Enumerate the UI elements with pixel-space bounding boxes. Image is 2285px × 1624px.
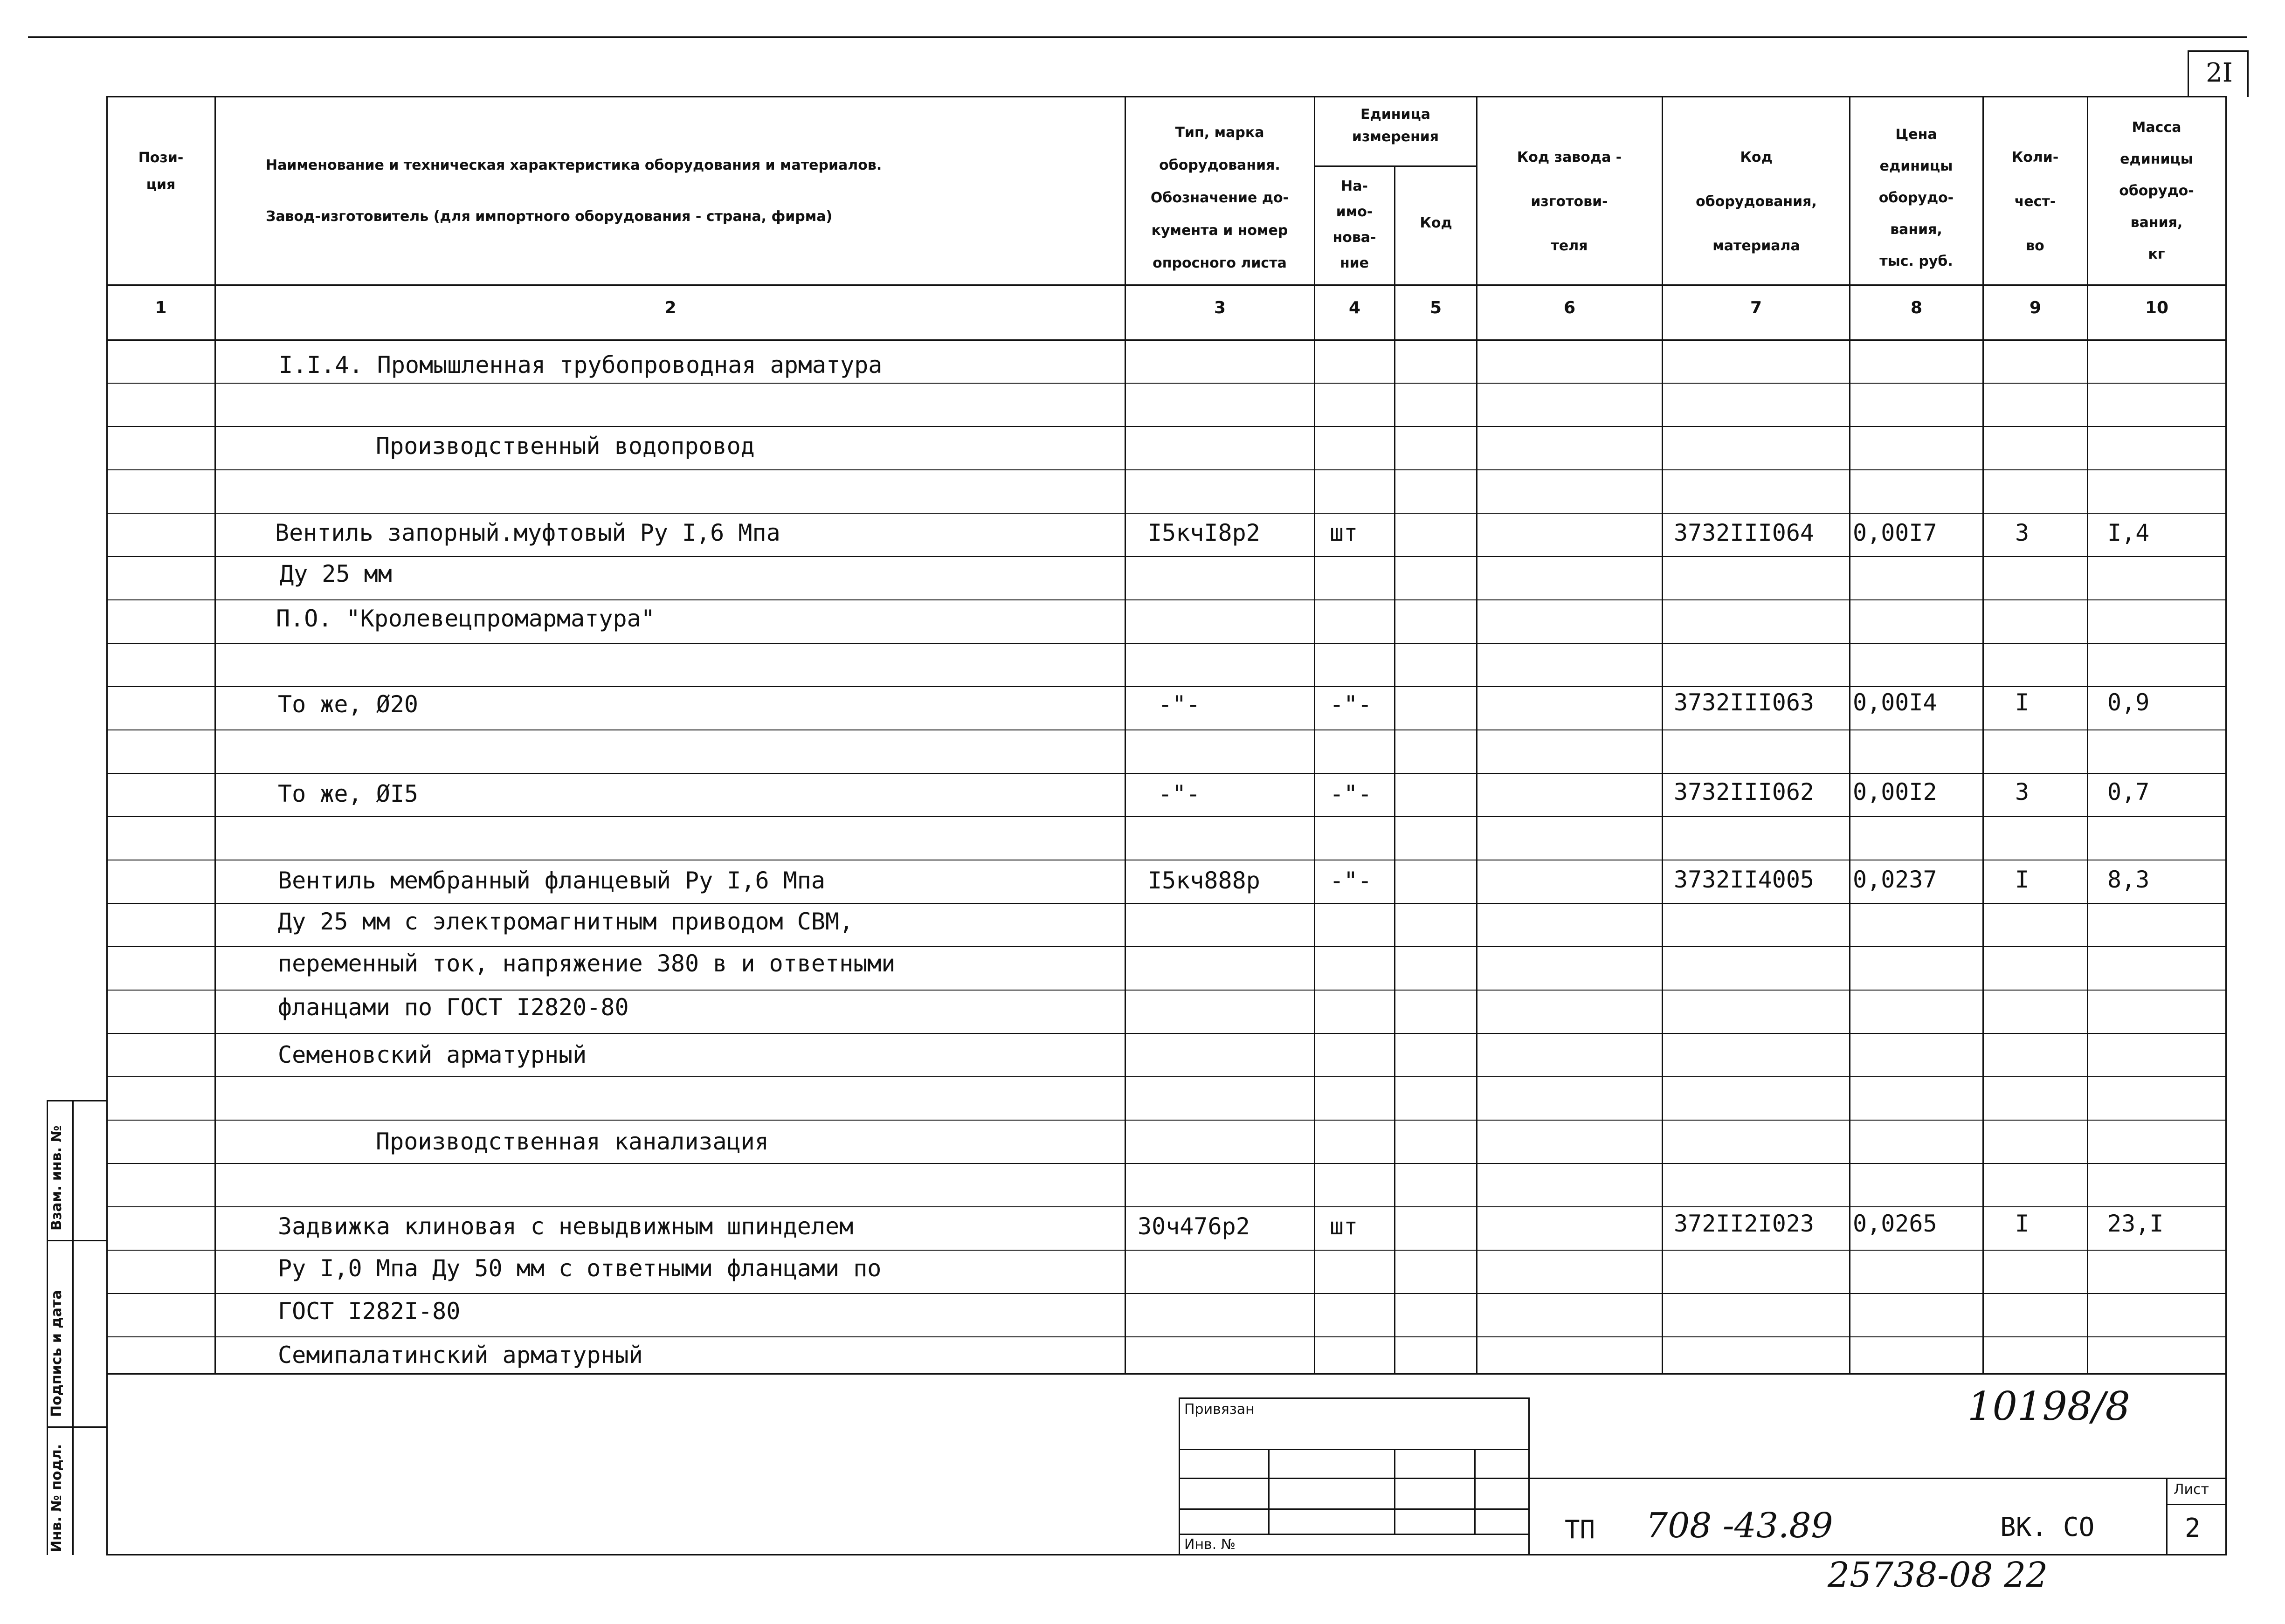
colnum: 2 xyxy=(664,298,677,317)
row-name: Ду 25 мм с электромагнитным приводом СВМ, xyxy=(278,908,854,935)
row-name: Ду 25 мм xyxy=(280,560,392,587)
row-code: 3732III064 xyxy=(1674,519,1815,546)
stamp-inv-no: Инв. № xyxy=(1184,1536,1236,1553)
row-qty: I xyxy=(2015,689,2030,716)
row-name: фланцами по ГОСТ I2820-80 xyxy=(278,994,629,1021)
colnum: 1 xyxy=(155,298,167,317)
row-name: Вентиль запорный.муфтовый Ру I,6 Мпа xyxy=(275,519,780,546)
row-name: То же, ØI5 xyxy=(278,780,419,807)
header-col4: На- имо- нова- ние xyxy=(1332,178,1376,271)
stamp-tp-number: 708 -43.89 xyxy=(1646,1506,1833,1546)
row-unit: -"- xyxy=(1330,691,1372,718)
side-label-inv: Инв. № подл. xyxy=(48,1444,65,1552)
header-col9: Коли- чест- во xyxy=(2011,149,2059,254)
stamp-sheet-value: 2 xyxy=(2185,1513,2201,1543)
row-price: 0,00I2 xyxy=(1853,778,1937,805)
row-code: 3732III062 xyxy=(1674,778,1815,805)
row-price: 0,0237 xyxy=(1853,866,1937,893)
colnum: 8 xyxy=(1910,298,1923,317)
row-price: 0,00I4 xyxy=(1853,689,1937,716)
row-code: 3732II4005 xyxy=(1674,866,1815,893)
row-name: Семипалатинский арматурный xyxy=(278,1342,643,1369)
row-name: Задвижка клиновая с невыдвижным шпинделем xyxy=(278,1213,854,1240)
row-mass: 23,I xyxy=(2107,1210,2164,1237)
row-code: 3732III063 xyxy=(1674,689,1815,716)
stamp-tp-label: ТП xyxy=(1565,1515,1595,1544)
colnum: 6 xyxy=(1563,298,1576,317)
row-code: 372II2I023 xyxy=(1674,1210,1815,1237)
stamp-handwritten-number: 10198/8 xyxy=(1967,1383,2130,1429)
row-price: 0,00I7 xyxy=(1853,519,1937,546)
row-mass: I,4 xyxy=(2107,519,2150,546)
colnum: 5 xyxy=(1429,298,1442,317)
row-name: Производственный водопровод xyxy=(376,433,755,460)
row-mass: 0,7 xyxy=(2107,778,2150,805)
stamp-sheet-label: Лист xyxy=(2174,1481,2209,1498)
row-name: I.I.4. Промышленная трубопроводная арматура xyxy=(279,351,883,378)
row-name: Производственная канализация xyxy=(376,1128,769,1155)
row-type: -"- xyxy=(1158,780,1201,807)
row-qty: 3 xyxy=(2015,778,2030,805)
colnum: 3 xyxy=(1214,298,1226,317)
row-name: То же, Ø20 xyxy=(278,691,419,718)
header-col3: Тип, марка оборудования. Обозначение до- кумента и номер опросного листа xyxy=(1150,124,1289,271)
row-unit: -"- xyxy=(1330,867,1372,894)
row-name: ГОСТ I282I-80 xyxy=(278,1298,461,1325)
colnum: 10 xyxy=(2145,298,2169,317)
row-unit: шт xyxy=(1330,519,1358,546)
row-unit: -"- xyxy=(1330,780,1372,807)
header-col7: Код оборудования, материала xyxy=(1696,149,1817,254)
stamp-doc-code: ВК. СО xyxy=(2000,1512,2095,1542)
row-price: 0,0265 xyxy=(1853,1210,1937,1237)
row-name: П.О. "Кролевецпромарматура" xyxy=(276,605,655,632)
header-col5: Код xyxy=(1420,215,1452,231)
row-name: переменный ток, напряжение 380 в и ответными xyxy=(278,950,896,977)
row-mass: 0,9 xyxy=(2107,689,2150,716)
colnum: 7 xyxy=(1750,298,1762,317)
row-qty: I xyxy=(2015,1210,2030,1237)
colnum: 9 xyxy=(2029,298,2042,317)
row-type: I5кчI8р2 xyxy=(1148,519,1260,546)
row-qty: 3 xyxy=(2015,519,2030,546)
header-unit-group: Единица измерения xyxy=(1352,106,1439,145)
header-col1: Пози- ция xyxy=(138,150,184,193)
row-unit: шт xyxy=(1330,1213,1358,1240)
side-label-podpis: Подпись и дата xyxy=(48,1290,65,1417)
row-qty: I xyxy=(2015,866,2030,893)
stamp-bottom-number: 25738-08 22 xyxy=(1828,1555,2048,1595)
row-name: Ру I,0 Мпа Ду 50 мм с ответными фланцами по xyxy=(278,1255,882,1282)
sheet-number-top: 2I xyxy=(2206,58,2233,88)
side-label-vzam: Взам. инв. № xyxy=(48,1125,65,1231)
row-type: I5кч888р xyxy=(1148,867,1260,894)
row-name: Семеновский арматурный xyxy=(278,1041,587,1068)
row-type: -"- xyxy=(1158,691,1201,718)
header-col6: Код завода - изготови- теля xyxy=(1517,149,1622,254)
row-name: Вентиль мембранный фланцевый Ру I,6 Мпа xyxy=(278,867,825,894)
header-col10: Масса единицы оборудо- вания, кг xyxy=(2119,119,2194,262)
header-col2: Наименование и техническая характеристика оборудования и материалов. Завод-изготовитель (для импортного оборудования - страна, фирма) xyxy=(266,157,882,225)
stamp-privyazan: Привязан xyxy=(1184,1401,1255,1418)
row-mass: 8,3 xyxy=(2107,866,2150,893)
row-type: 30ч476р2 xyxy=(1138,1213,1250,1240)
colnum: 4 xyxy=(1348,298,1361,317)
header-col8: Цена единицы оборудо- вания, тыс. руб. xyxy=(1878,126,1954,269)
